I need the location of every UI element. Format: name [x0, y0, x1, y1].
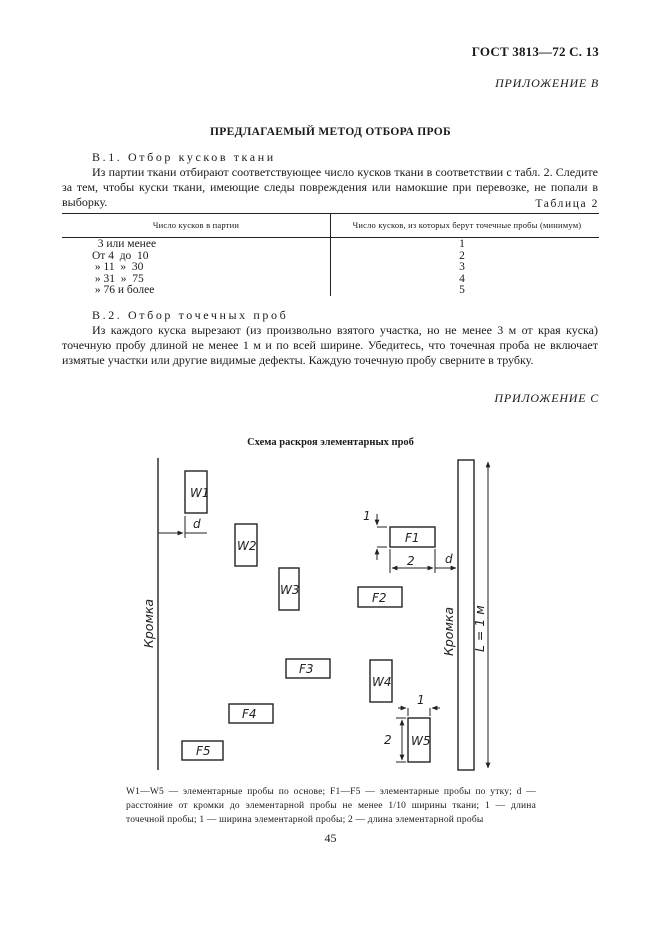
- appendix-b-title: ПРЕДЛАГАЕМЫЙ МЕТОД ОТБОРА ПРОБ: [210, 126, 451, 138]
- label-w5-dim-2: 2: [384, 733, 392, 747]
- table-cell-count: » 31 » 75: [92, 272, 144, 285]
- table-cell-count: 3 или менее: [92, 238, 157, 250]
- table-cell-samples: 3: [459, 261, 465, 273]
- label-d-left: d: [193, 517, 201, 531]
- label-f3: F3: [299, 662, 314, 676]
- label-d-right: d: [445, 552, 453, 566]
- diagram-title: Схема раскроя элементарных проб: [247, 437, 414, 448]
- label-f2: F2: [372, 591, 387, 605]
- section-b2-text: Из каждого куска вырезают (из произвольно взятого участка, но не менее 3 м от края куска) точечную пробу длиной не менее 1 м и по всей ширине. Убедитесь, что точечная проба не включает измятые участки или другие видимые дефекты. Каждую точечную пробу сверните в трубку.: [62, 323, 598, 367]
- table-header-count: Число кусков в партии: [152, 220, 240, 230]
- label-length: L = 1 м: [472, 605, 487, 652]
- table-cell-samples: 1: [459, 238, 465, 250]
- page-header: ГОСТ 3813—72 С. 13: [471, 44, 599, 59]
- table-header-samples: Число кусков, из которых берут точечные пробы (минимум): [352, 220, 582, 230]
- label-selvedge-right: Кромка: [441, 606, 456, 656]
- label-w2: W2: [237, 539, 257, 553]
- section-b1-text: Из партии ткани отбирают соответствующее число кусков ткани в соответствии с табл. 2. Следите за тем, чтобы куски ткани, имеющие следы повреждения или намокшие при перевозке, не попали в выборку.: [62, 165, 598, 209]
- label-w3: W3: [280, 583, 300, 597]
- section-b1-heading: В.1. Отбор кусков ткани: [92, 150, 276, 164]
- label-f4: F4: [242, 707, 257, 721]
- label-w5: W5: [411, 734, 431, 748]
- label-dim-1: 1: [363, 509, 371, 523]
- table-cell-count: » 76 и более: [92, 284, 155, 296]
- table-cell-samples: 5: [459, 284, 465, 296]
- table-cell-count: От 4 до 10: [92, 249, 149, 262]
- label-w1: W1: [190, 486, 210, 500]
- label-w5-dim-1: 1: [417, 693, 425, 707]
- label-f1: F1: [405, 531, 420, 545]
- label-f5: F5: [196, 744, 211, 758]
- appendix-b-label: ПРИЛОЖЕНИЕ В: [495, 76, 599, 90]
- table-cell-samples: 4: [459, 272, 465, 285]
- label-dim-2: 2: [407, 554, 415, 568]
- appendix-c-label: ПРИЛОЖЕНИЕ С: [494, 391, 599, 405]
- label-w4: W4: [372, 675, 392, 689]
- table-label: Таблица 2: [535, 198, 599, 210]
- table-cell-samples: 2: [459, 249, 465, 262]
- page-number: 45: [324, 831, 337, 845]
- table-cell-count: » 11 » 30: [92, 261, 144, 273]
- label-selvedge-left: Кромка: [141, 598, 156, 648]
- section-b2-heading: В.2. Отбор точечных проб: [92, 308, 289, 322]
- diagram-legend: W1—W5 — элементарные пробы по основе; F1—F5 — элементарные пробы по утку; d — расстояние от кромки до элементарной пробы не менее 1/10 ширины ткани; 1 — длина точечной пробы; 1 — ширина элементарной пробы; 2 — длина элементарной пробы: [126, 787, 536, 825]
